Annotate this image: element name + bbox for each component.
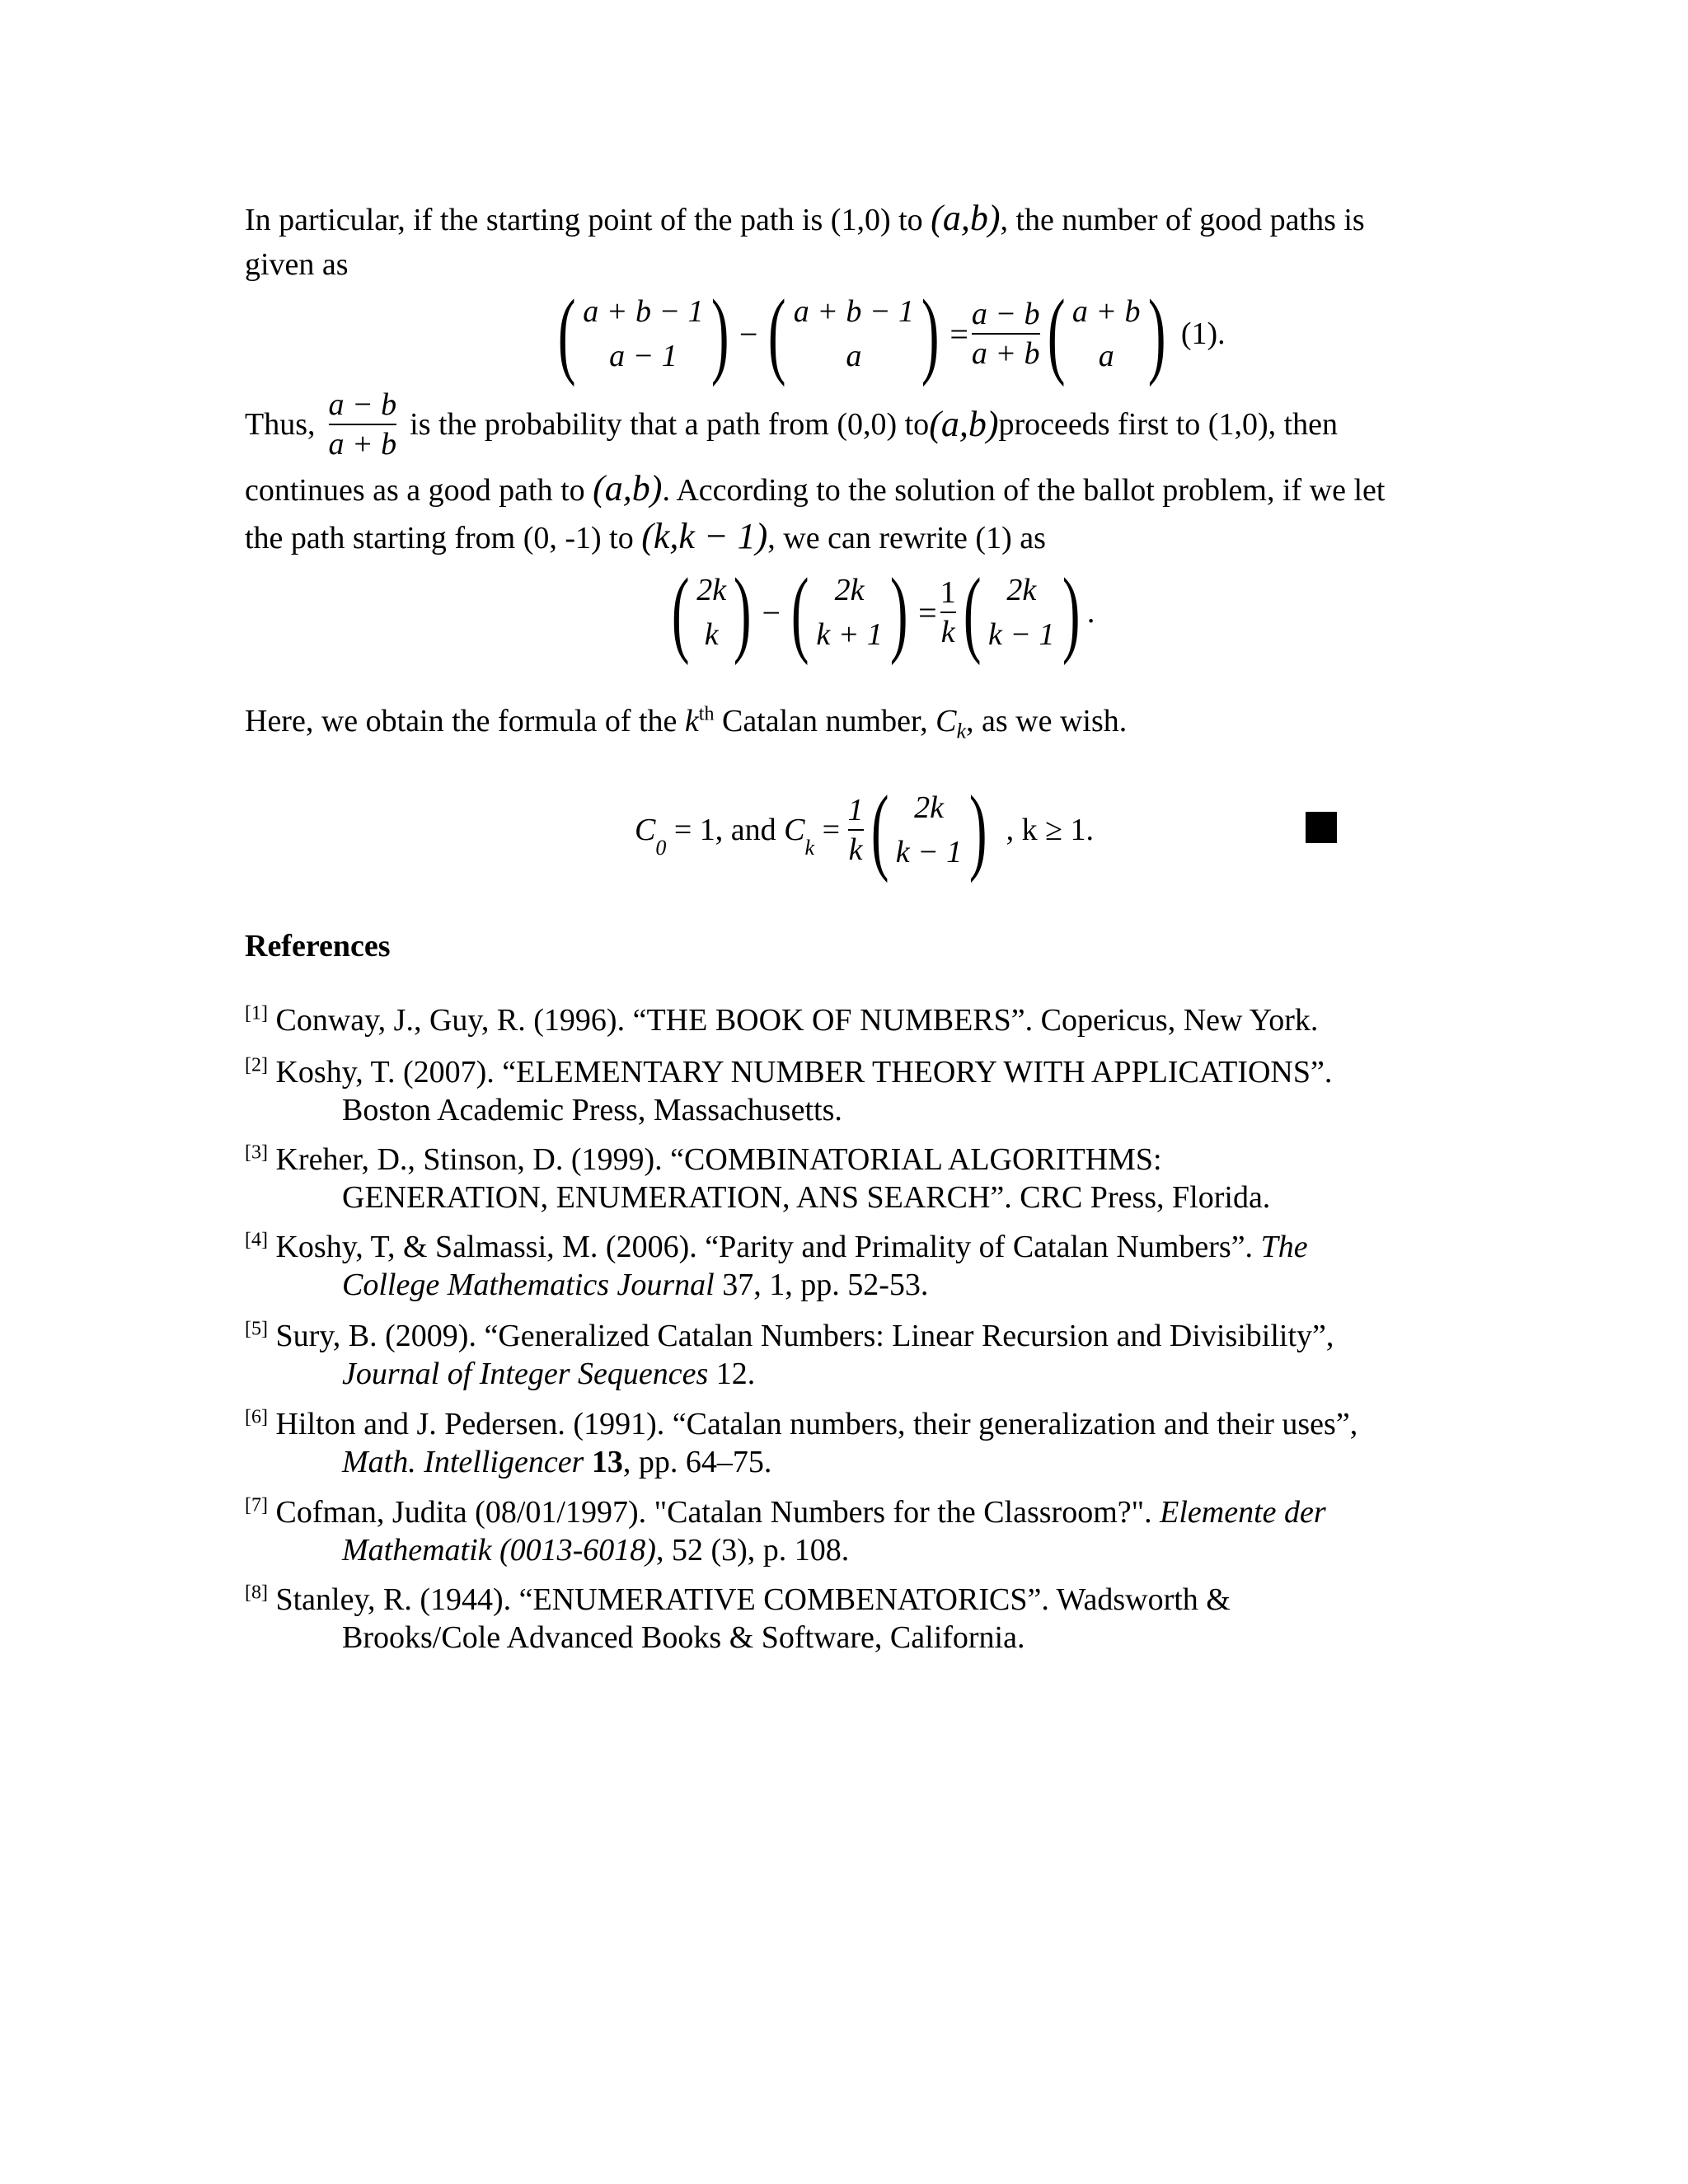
references-heading: References xyxy=(245,929,391,963)
reference-item-cont: Journal of Integer Sequences 12. xyxy=(342,1357,756,1391)
para2-line2: continues as a good path to (a,b). According to the solution of the ballot problem, if we let xyxy=(245,468,1386,509)
reference-item-cont: Boston Academic Press, Massachusetts. xyxy=(342,1093,842,1127)
binomial: ( a + b − 1 a − 1 ) xyxy=(557,279,729,387)
reference-item: [6] Hilton and J. Pedersen. (1991). “Catalan numbers, their generalization and their uses”, xyxy=(245,1406,1358,1441)
binomial: ( a + b a ) xyxy=(1047,279,1165,387)
reference-item-cont: Math. Intelligencer 13, pp. 64–75. xyxy=(342,1445,772,1479)
para1-line2: given as xyxy=(245,247,349,282)
qed-square-icon xyxy=(1306,812,1337,843)
reference-item: [7] Cofman, Judita (08/01/1997). "Catalan Numbers for the Classroom?". Elemente der xyxy=(245,1494,1326,1530)
equation-1: ( a + b − 1 a − 1 ) − ( a + b − 1 a ) = $\frac{a - b}{a + b}$ ( a + b a ) (1). xyxy=(551,285,1226,382)
reference-item: [8] Stanley, R. (1944). “ENUMERATIVE COMBENATORICS”. Wadsworth & xyxy=(245,1582,1231,1617)
equation-label: (1). xyxy=(1180,316,1226,351)
binomial: ( 2k k − 1 ) xyxy=(870,776,987,883)
binomial: ( 2k k − 1 ) xyxy=(963,558,1080,666)
binomial: ( 2k k ) xyxy=(671,558,752,666)
fraction: $\frac{1}{k}$ xyxy=(847,793,864,867)
reference-item: [2] Koshy, T. (2007). “ELEMENTARY NUMBER THEORY WITH APPLICATIONS”. xyxy=(245,1054,1333,1090)
reference-item: [5] Sury, B. (2009). “Generalized Catalan Numbers: Linear Recursion and Divisibility”, xyxy=(245,1318,1334,1353)
para2-line1: Thus, $\frac{a - b}{a + b}$ is the probability that a path from (0,0) to (a,b) proceeds first to (1,0), then xyxy=(245,387,1339,462)
reference-item: [3] Kreher, D., Stinson, D. (1999). “COMBINATORIAL ALGORITHMS: xyxy=(245,1141,1162,1177)
fraction: $\frac{1}{k}$ xyxy=(940,575,956,649)
para2-line3: the path starting from (0, -1) to (k,k − 1), we can rewrite (1) as xyxy=(245,516,1046,556)
reference-item: [4] Koshy, T, & Salmassi, M. (2006). “Parity and Primality of Catalan Numbers”. The xyxy=(245,1229,1308,1264)
reference-item-cont: GENERATION, ENUMERATION, ANS SEARCH”. CRC Press, Florida. xyxy=(342,1180,1271,1215)
equation-2: ( 2k k ) − ( 2k k + 1 ) = $\frac{1}{k}$ ( 2k k − 1 ) . xyxy=(664,564,1095,661)
para1-line1: In particular, if the starting point of the path is (1,0) to (a,b), the number of good paths is xyxy=(245,198,1365,238)
binomial: ( a + b − 1 a ) xyxy=(768,279,940,387)
binomial: ( 2k k + 1 ) xyxy=(790,558,908,666)
fraction: $\frac{a - b}{a + b}$ xyxy=(328,387,397,462)
fraction: $\frac{a - b}{a + b}$ xyxy=(971,297,1040,371)
reference-item-cont: Brooks/Cole Advanced Books & Software, California. xyxy=(342,1620,1025,1655)
para3: Here, we obtain the formula of the $k^{th}$ Catalan number, $C_k$, as we wish. xyxy=(245,703,1128,743)
reference-item-cont: Mathematik (0013-6018), 52 (3), p. 108. xyxy=(342,1533,850,1568)
reference-item-cont: College Mathematics Journal 37, 1, pp. 52-53. xyxy=(342,1268,929,1302)
reference-item: [1] Conway, J., Guy, R. (1996). “THE BOOK OF NUMBERS”. Copericus, New York. xyxy=(245,1002,1319,1038)
equation-3: C 0 = 1, and C k = $\frac{1}{k}$ ( 2k k − 1 ) , k ≥ 1. xyxy=(635,776,1094,883)
